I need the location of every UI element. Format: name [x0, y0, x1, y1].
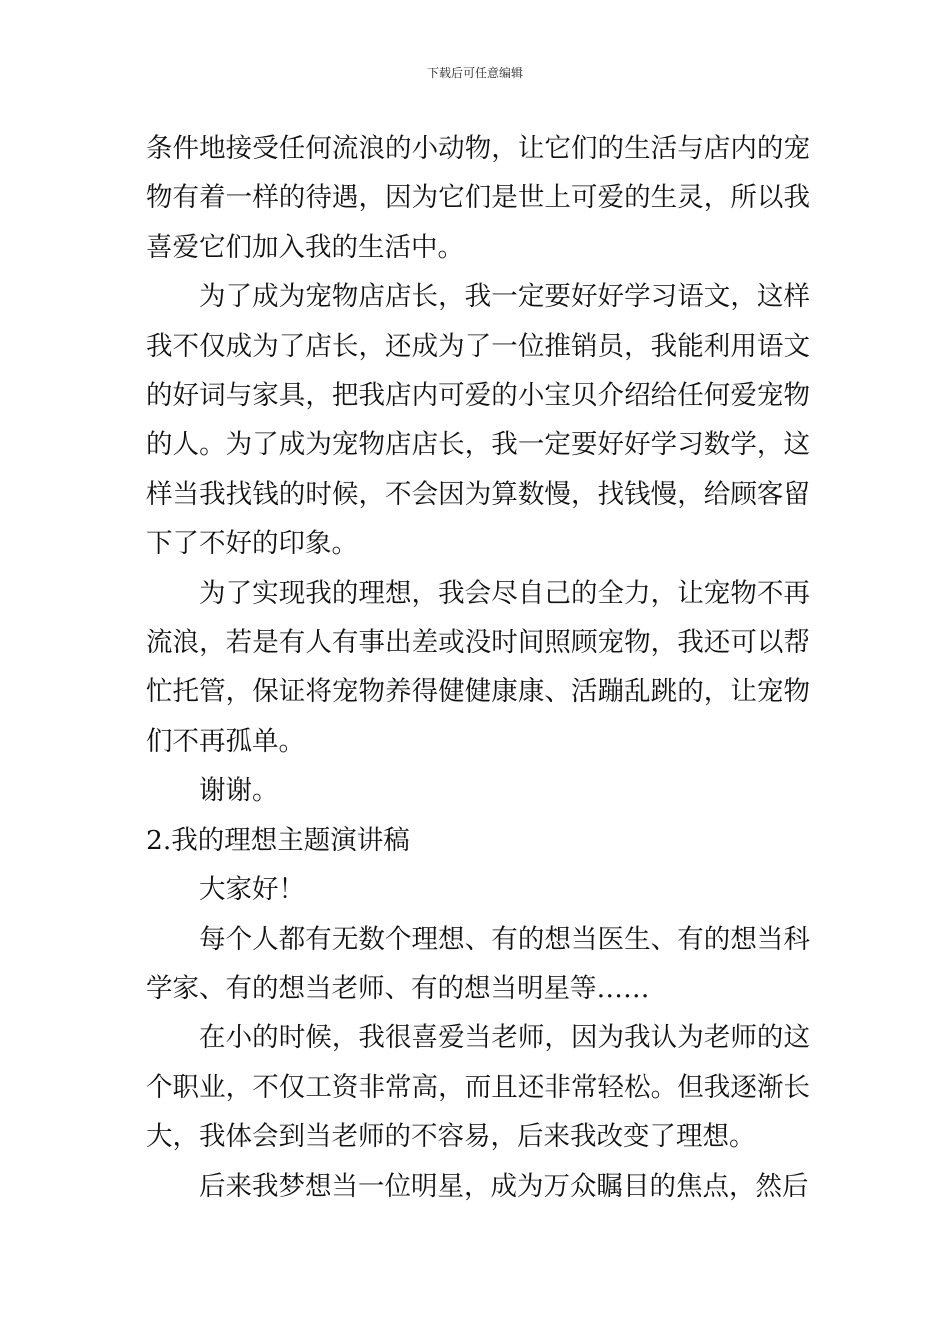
- paragraph-thanks: 谢谢。: [199, 775, 279, 807]
- paragraph-teacher: 在小的时候，我很喜爱当老师，因为我认为老师的这个职业，不仅工资非常高，而且还非常轻松。但我逐渐长大，我体会到当老师的不容易，后来我改变了理想。: [146, 1022, 810, 1153]
- paragraph-star: 后来我梦想当一位明星，成为万众瞩目的焦点，然后: [199, 1170, 809, 1202]
- paragraph-realize-ideal: 为了实现我的理想，我会尽自己的全力，让宠物不再流浪，若是有人有事出差或没时间照顾宠物，我还可以帮忙托管，保证将宠物养得健健康康、活蹦乱跳的，让宠物们不再孤单。: [146, 577, 810, 757]
- section-heading: 2.我的理想主题演讲稿: [146, 824, 410, 856]
- header-note: 下载后可任意编辑: [426, 66, 523, 80]
- page-header: [0, 64, 950, 82]
- paragraph-study: 为了成为宠物店店长，我一定要好好学习语文，这样我不仅成为了店长，还成为了一位推销员，我能利用语文的好词与家具，把我店内可爱的小宝贝介绍给任何爱宠物的人。为了成为宠物店店长，我一定要好好学习数学，这样当我找钱的时候，不会因为算数慢，找钱慢，给顾客留下了不好的印象。: [146, 281, 810, 560]
- paragraph-ideals: 每个人都有无数个理想、有的想当医生、有的想当科学家、有的想当老师、有的想当明星等……: [146, 923, 810, 1004]
- paragraph-greeting: 大家好！: [199, 874, 305, 906]
- paragraph-continued: 条件地接受任何流浪的小动物，让它们的生活与店内的宠物有着一样的待遇，因为它们是世上可爱的生灵，所以我喜爱它们加入我的生活中。: [146, 133, 810, 263]
- document-body: [146, 124, 810, 1211]
